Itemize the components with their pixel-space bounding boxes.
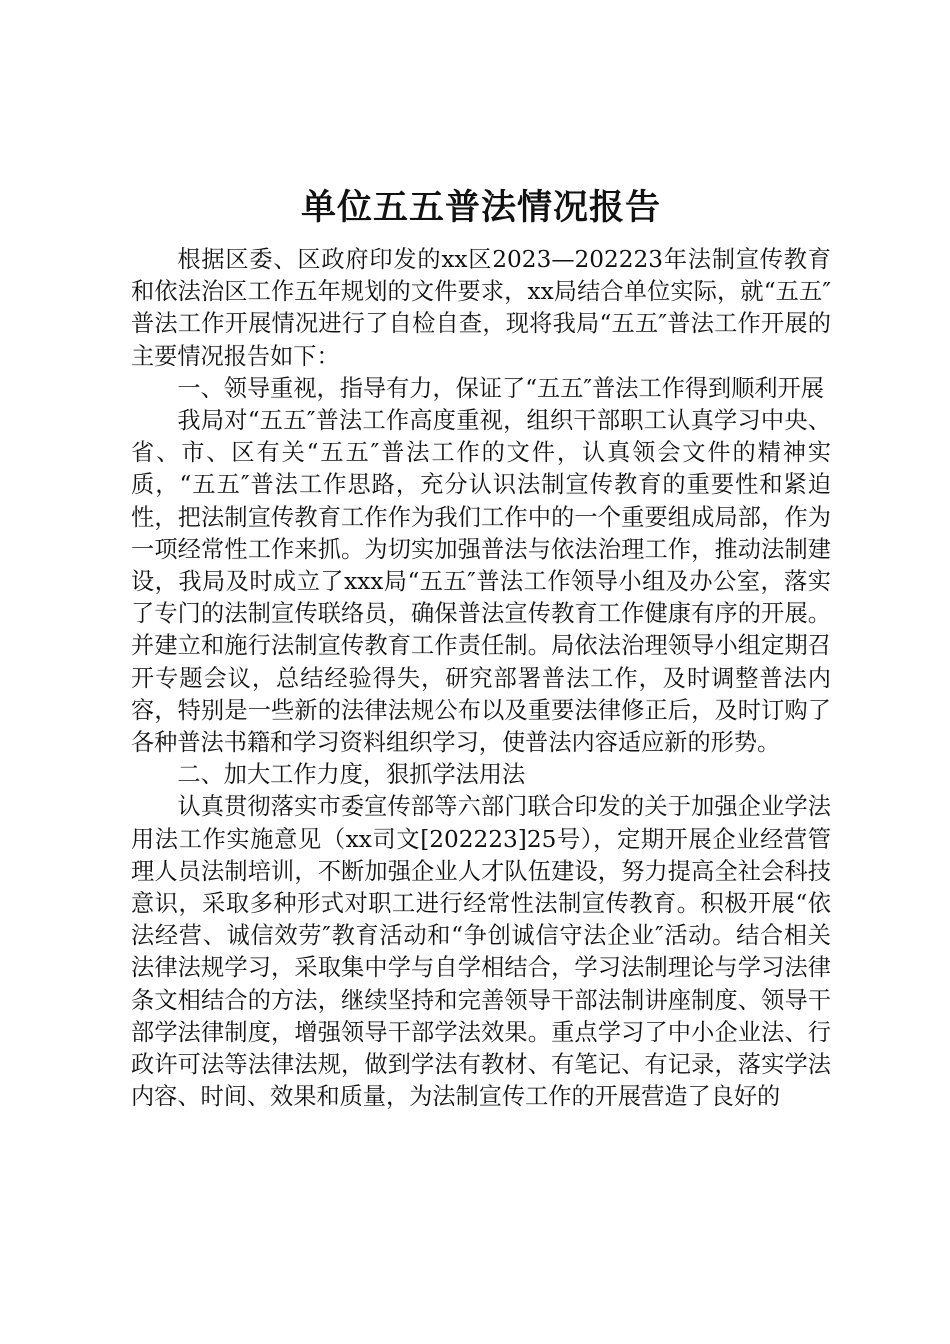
body-paragraph: 我局对“五五″普法工作高度重视，组织干部职工认真学习中央、省、市、区有关“五五″普法工作的文件，认真领会文件的精神实质，“五五″普法工作思路，充分认识法制宣传教育的重要性和紧迫性，把法制宣传教育工作作为我们工作中的一个重要组成局部，作为一项经常性工作来抓。为切实加强普法与依法治理工作，推动法制建设，我局及时成立了xxx局“五五″普法工作领导小组及办公室，落实了专门的法制宣传联络员，确保普法宣传教育工作健康有序的开展。并建立和施行法制宣传教育工作责任制。局依法治理领导小组定期召开专题会议，总结经验得失，研究部署普法工作，及时调整普法内容，特别是一些新的法律法规公布以及重要法律修正后，及时订购了各种普法书籍和学习资料组织学习，使普法内容适应新的形势。 xyxy=(131,407,831,757)
document-title: 单位五五普法情况报告 xyxy=(300,187,661,228)
section-heading-2: 二、加大工作力度，狠抓学法用法 xyxy=(177,761,526,789)
section-heading-1: 一、领导重视，指导有力，保证了“五五″普法工作得到顺利开展 xyxy=(177,374,824,402)
document-page xyxy=(131,181,831,1113)
intro-paragraph: 根据区委、区政府印发的xx区2023—202223年法制宣传教育和依法治区工作五年规划的文件要求，xx局结合单位实际，就“五五″普法工作开展情况进行了自检自查，现将我局“五五″普法工作开展的主要情况报告如下： xyxy=(131,246,831,370)
body-paragraph: 认真贯彻落实市委宣传部等六部门联合印发的关于加强企业学法用法工作实施意见（xx司文[202223]25号），定期开展企业经营管理人员法制培训，不断加强企业人才队伍建设，努力提高全社会科技意识，采取多种形式对职工进行经常性法制宣传教育。积极开展“依法经营、诚信效劳″教育活动和“争创诚信守法企业″活动。结合相关法律法规学习，采取集中学与自学相结合，学习法制理论与学习法律条文相结合的方法，继续坚持和完善领导干部法制讲座制度、领导干部学法律制度，增强领导干部学法效果。重点学习了中小企业法、行政许可法等法律法规，做到学法有教材、有笔记、有记录，落实学法内容、时间、效果和质量，为法制宣传工作的开展营造了良好的 xyxy=(131,793,831,1111)
